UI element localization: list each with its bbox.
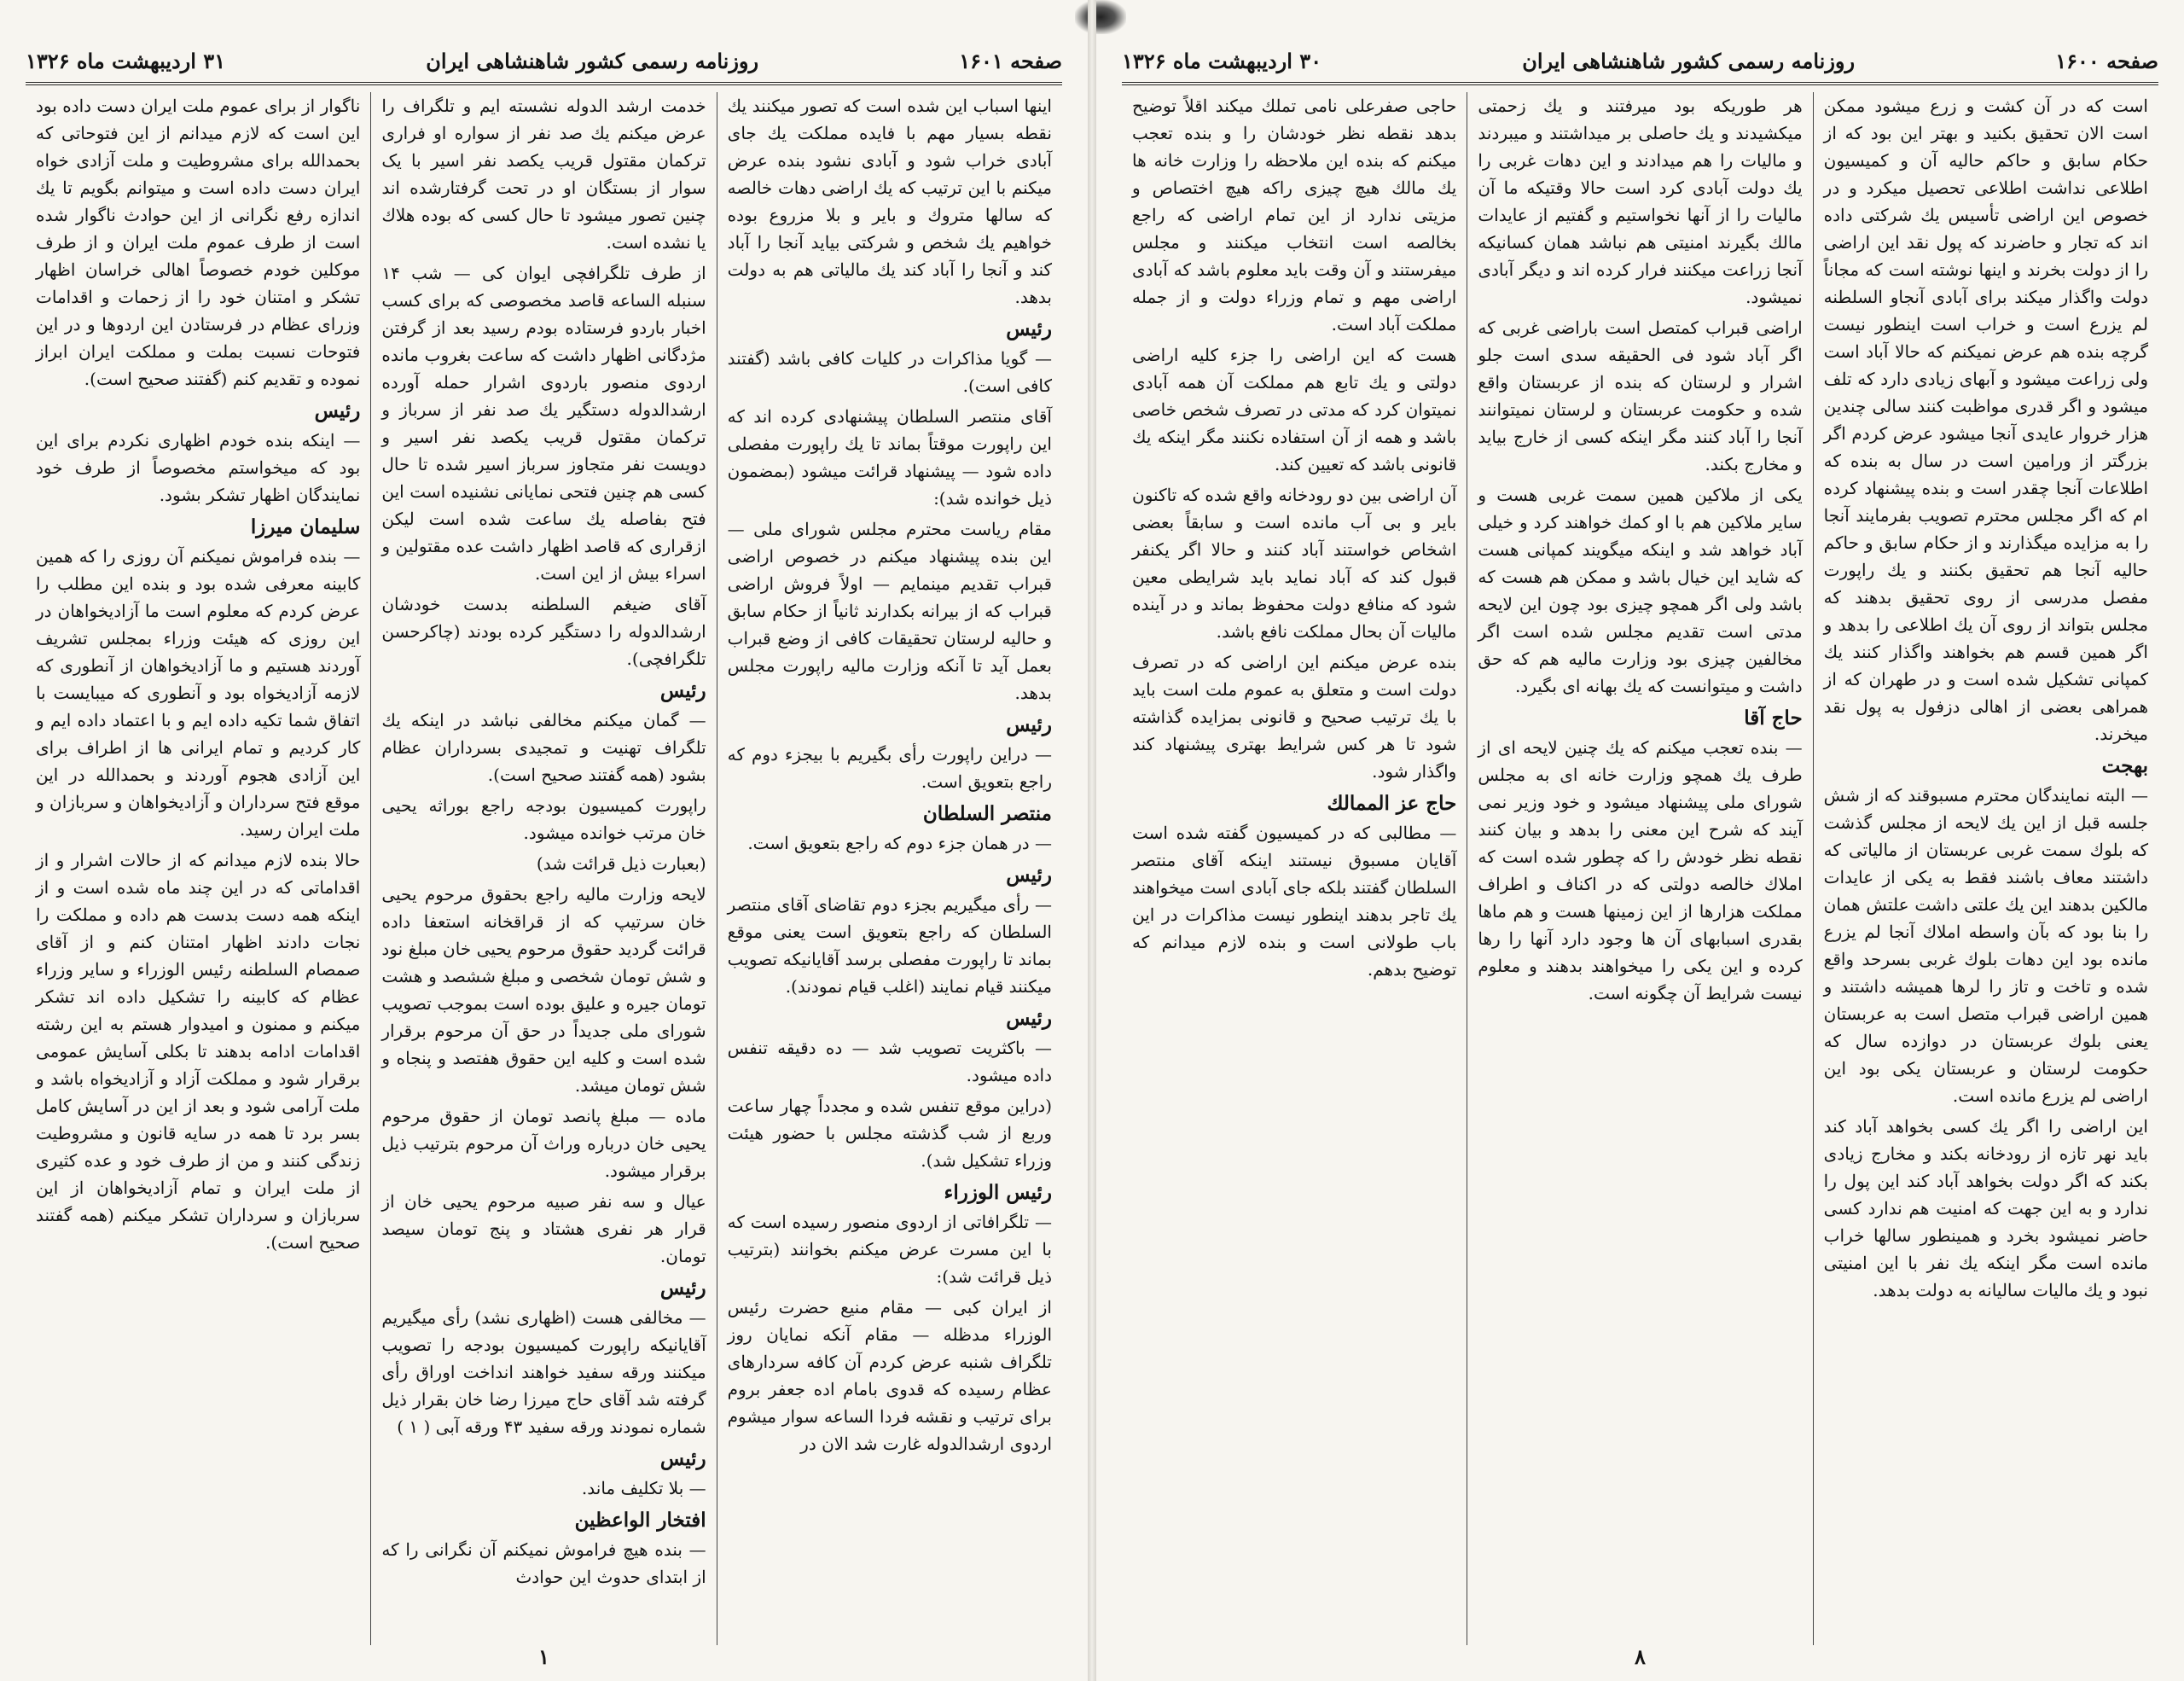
right-page bbox=[1096, 0, 2184, 1681]
speaker-name: رئیس bbox=[659, 1277, 706, 1300]
speaker-name: افتخار الواعظین bbox=[574, 1509, 706, 1532]
paragraph: — بنده فراموش نمیکنم آن روزی را که همین کابینه معرفی شده بود و بنده این مطلب را عرض کردم که معلوم است ما آزادیخواهان در این روزی که هیئت وزراء بمجلس تشریف آوردند هستیم و ما آزادیخواهان از آنطوری که لازمه آزادیخواه بود و آنطوری که میبایست با اتفاق شما تکیه داده ایم و با اعتماد داده ایم و کار کردیم و تمام ایرانی ها از اطراف برای این آزادی هجوم آوردند و بحمدالله در این موقع فتح سرداران و آزادیخواهان و سربازان و ملت ایران رسید. bbox=[36, 546, 361, 840]
right-page-header bbox=[1122, 39, 2158, 85]
right-page-title: روزنامه رسمی کشور شاهنشاهی ایران bbox=[1522, 48, 1856, 73]
speaker-name: بهجت bbox=[2101, 754, 2148, 777]
paragraph: اراضی قبراب کمتصل است باراضی غربی که اگر آباد شود فی الحقیقه سدی است جلو اشرار و لرستان که بنده از عربستان واقع شده و حکومت عربستان و لرستان نمیتوانند آنجا را آباد کنند مگر اینکه کسی از خارج بیاید و مخارج بکند. bbox=[1478, 317, 1803, 474]
paragraph: خدمت ارشد الدوله نشسته ایم و تلگراف را عرض میکنم یك صد نفر از سواره او فراری ترکمان مقتول قریب یکصد نفر اسیر با یک سوار از بستگان او در تحت گرفتارشده اند چنین تصور میشود تا حال کسی که بوده هلاك یا نشده است. bbox=[381, 96, 706, 253]
left-column-3 bbox=[26, 92, 370, 1645]
paragraph: — گمان میکنم مخالفی نباشد در اینکه یك تلگراف تهنیت و تمجیدی بسرداران عظام بشود (همه گفتند صحیح است). bbox=[381, 710, 706, 785]
paragraph: — البته نمایندگان محترم مسبوقند که از شش جلسه قبل از این یك لایحه از مجلس گذشت که بلوك سمت غربی عربستان از مالیاتی که داشتند معاف باشند فقط به یکی از عایدات مالکین بدهند این یك علتی داشت علتش همان را بنا بود که بآن واسطه املاك آنجا لم یزرع مانده بود این دهات بلوك غربی بسرحد واقع شده و تاخت و تاز را لرها همیشه داشتند و همین اراضی قبراب متصل است به عربستان یعنی بلوك عربستان در دوازده سال که حکومت لرستان و عربستان یکی بود این اراضی لم یزرع مانده است. bbox=[1823, 785, 2148, 1106]
paragraph: (دراین موقع تنفس شده و مجدداً چهار ساعت وربع از شب گذشته مجلس با حضور هیئت وزراء تشکیل شد). bbox=[727, 1096, 1052, 1171]
paragraph: آقای ضیغم السلطنه بدست خودشان ارشدالدوله را دستگیر کرده بودند (چاکرحسن تلگرافچی). bbox=[381, 594, 706, 669]
paragraph: ناگوار از برای عموم ملت ایران دست داده بود این است که لازم میدانم از این فتوحاتی که بحمدالله برای مشروطیت و ملت آزادی خواه ایران دست داده است و میتوانم بگویم تا یك اندازه رفع نگرانی از این حوادث ناگوار شده است از طرف عموم ملت ایران و از طرف موکلین خودم خصوصاً اهالی خراسان اظهار تشکر و امتنان خود را از زحمات و اقدامات وزرای عظام در فرستادن این اردوها و در این فتوحات نسبت بملت و مملکت ایران ابراز نموده و تقدیم کنم (گفتند صحیح است). bbox=[36, 96, 361, 389]
paragraph: (بعبارت ذیل قرائت شد) bbox=[536, 853, 706, 874]
paragraph: از طرف تلگرافچی ایوان کی — شب ۱۴ سنبله الساعه قاصد مخصوصی که برای کسب اخبار باردو فرستاده بودم رسید بعد از گرفتن مژدگانی اظهار داشت که ساعت بغروب مانده اردوی منصور باردوی اشرار حمله آورده ارشدالدوله دستگیر یك صد نفر از سرباز و ترکمان مقتول قریب یکصد نفر اسیر و دویست نفر متجاوز سرباز اسیر شده تا حال کسی هم چنین فتحی نمایانی نشنیده است این فتح بفاصله یك ساعت شده است لیکن ازقراری که قاصد اظهار داشت عده مقتولین و اسراء بیش از این است. bbox=[381, 263, 706, 584]
paragraph: اینها اسباب این شده است که تصور میکنند یك نقطه بسیار مهم با فایده مملکت یك جای آبادی خراب شود و آبادی نشود بنده عرض میکنم با این ترتیب که یك اراضی دهات خالصه که سالها متروك و بایر و بلا مزروع بوده خواهیم یك شخص و شرکتی بیاید آنجا را آباد کند و آنجا را آباد کند یك مالیاتی هم به دولت بدهد. bbox=[727, 96, 1052, 307]
paragraph: — رأی میگیریم بجزء دوم تقاضای آقای منتصر السلطان که راجع بتعویق است یعنی موقع بماند تا راپورت مفصلی برسد آقایانیکه تصویب میکنند قیام نمایند (اغلب قیام نمودند). bbox=[727, 894, 1052, 997]
paragraph: — مخالفی هست (اظهاری نشد) رأی میگیریم آقایانیکه راپورت کمیسیون بودجه را تصویب میکنند ورقه سفید خواهند انداخت اوراق رأی گرفته شد آقای حاج میرزا رضا خان بقرار ذیل شماره نمودند ورقه سفید ۴۳ ورقه آبی ( ۱ ) bbox=[381, 1307, 706, 1437]
paragraph: از ایران کبی — مقام منیع حضرت رئیس الوزراء مدظله — مقام آنکه نمایان روز تلگراف شنبه عرض کردم آن کافه سردارهای عظام رسیده که قدوی بامام اده جعفر بروم برای ترتیب و نقشه فردا الساعه سوار میشوم اردوی ارشدالدوله غارت شد الان در bbox=[727, 1297, 1052, 1454]
paragraph: — در همان جزء دوم که راجع بتعویق است. bbox=[747, 833, 1052, 853]
speaker-name: رئیس bbox=[1006, 1007, 1052, 1030]
left-page bbox=[0, 0, 1088, 1681]
left-column-2 bbox=[370, 92, 716, 1645]
paragraph: است که در آن کشت و زرع میشود ممکن است الان تحقیق بکنید و بهتر این بود که از حکام سابق و حاکم حالیه آن و کمیسیون اطلاعی نداشت اطلاعی تحصیل میکرد و در خصوص این اراضی تأسیس یك شرکتی داده اند که تجار و حاضرند که پول نقد این اراضی را از دولت بخرند و اینها نوشته است که مجاناً دولت واگذار میکند برای آبادی آنجاو السلطنه لم یزرع است و خراب است اینطور نیست گرچه بنده هم عرض نمیکنم که حالا آباد است ولی زراعت میشود و آبهای زیادی دارد که تلف میشود و اگر قدری مواظبت کنند سالی چندین هزار خروار عایدی آنجا میشود عرض کردم اگر بزرگتر از ورامین است در سال به بنده که اطلاعات آنجا چقدر است و بنده پیشنهاد کرده ام که اگر مجلس محترم تصویب بفرمایند آنجا را به مزایده میگذارند و از حکام سابق و حاکم حالیه آنجا هم تحقیق بکنند و یك راپورت مفصل مدرسی از روی تحقیق بدهند که مجلس بتواند از روی آن یك اطلاعی را بدهد و اگر همین قسم هم بخواهند واگذار کنند یك کمپانی تشکیل شده است و در طهران که از همراهی بعضی از اهالی دزفول به پول نقد میخرند. bbox=[1823, 96, 2148, 744]
left-page-title: روزنامه رسمی کشور شاهنشاهی ایران bbox=[426, 48, 759, 73]
speaker-name: رئیس bbox=[1006, 713, 1052, 736]
paragraph: حالا بنده لازم میدانم که از حالات اشرار و از اقداماتی که در این چند ماه شده است و از اینکه همه دست بدست هم داده و مملکت را نجات دادند اظهار امتنان کنم و از آقای صمصام السلطنه رئیس الوزراء و سایر وزراء عظام که کابینه را تشکیل داده اند تشکر میکنم و ممنون و امیدوار هستم به این رشته اقدامات ادامه بدهند تا بکلی آسایش عمومی برقرار شود و مملکت آزاد و آزادیخواه باشد و ملت آرامی شود و بعد از این در آسایش کامل بسر برد تا همه در سایه قانون و مشروطیت زندگی کنند و من از طرف خود و عده کثیری از ملت ایران و تمام آزادیخواهان از این سربازان و سرداران تشکر میکنم (همه گفتند صحیح است). bbox=[36, 850, 361, 1253]
speaker-name: رئیس الوزراء bbox=[944, 1181, 1052, 1204]
paragraph: حاجی صفرعلی نامی تملك میکند اقلاً توضیح بدهد نقطه نظر خودشان را و بنده تعجب میکنم که بنده این ملاحظه را وزارت خانه ها یك مالك هیچ چیزی راکه هیچ اختصاص و مزیتی ندارد از این تمام اراضی که راجع بخالصه است انتخاب میکنند و مجلس میفرستند و آن وقت باید معلوم باشد که آبادی اراضی مهم و تمام وزراء دولت و از جمله مملکت آباد است. bbox=[1132, 96, 1457, 334]
paragraph: هست که این اراضی را جزء کلیه اراضی دولتی و یك تابع هم مملکت آن همه آبادی نمیتوان کرد که مدتی در تصرف شخص خاصی باشد و همه از آن استفاده نکنند مگر اینکه یك قانونی باشد که تعیین کند. bbox=[1132, 345, 1457, 474]
paragraph: — اینکه بنده خودم اظهاری نکردم برای این بود که میخواستم مخصوصاً از طرف خود نمایندگان اظهار تشکر بشود. bbox=[36, 430, 361, 505]
paragraph: — بنده هیچ فراموش نمیکنم آن نگرانی را که از ابتدای حدوث این حوادث bbox=[381, 1539, 706, 1587]
left-page-footer-number: ۱ bbox=[538, 1644, 549, 1669]
left-page-date: ۳۱ اردیبهشت ماه ۱۳۲۶ bbox=[26, 48, 226, 73]
paragraph: هر طوریکه بود میرفتند و یك زحمتی میکشیدند و یك حاصلی بر میداشتند و میبردند و مالیات را هم میدادند و این دهات غربی را یك دولت آبادی کرد است حالا وقتیکه ما آن مالیات را از آنها نخواستیم و گفتیم از عایدات مالك بگیرند امنیتی هم نباشد همان کسانیکه آنجا زراعت میکنند فرار کرده اند و دیگر آبادی نمیشود. bbox=[1478, 96, 1803, 307]
right-page-columns bbox=[1122, 92, 2158, 1645]
paragraph: بنده عرض میکنم این اراضی که در تصرف دولت است و متعلق به عموم ملت است باید با یك ترتیب صحیح و قانونی بمزایده گذاشته شود تا هر کس شرایط بهتری پیشنهاد کند واگذار شود. bbox=[1132, 652, 1457, 782]
paragraph: آقای منتصر السلطان پیشنهادی کرده اند که این راپورت موقتاً بماند تا یك راپورت مفصلی داده شود — پیشنهاد قرائت میشود (بمضمون ذیل خوانده شد): bbox=[727, 406, 1052, 509]
paragraph: — دراین راپورت رأی بگیریم با بیجزء دوم که راجع بتعویق است. bbox=[727, 744, 1052, 792]
paragraph: — مطالبی که در کمیسیون گفته شده است آقایان مسبوق نیستند اینکه آقای منتصر السلطان گفتند بلکه جای آبادی است میخواهند یك تاجر بدهند اینطور نیست مذاکرات در این باب طولانی است و بنده لازم میدانم که توضیح بدهم. bbox=[1132, 823, 1457, 980]
right-page-date: ۳۰ اردیبهشت ماه ۱۳۲۶ bbox=[1122, 48, 1322, 73]
paragraph: — باکثریت تصویب شد — ده دقیقه تنفس داده میشود. bbox=[727, 1038, 1052, 1085]
page-gutter bbox=[1088, 0, 1096, 1681]
speaker-name: سلیمان میرزا bbox=[250, 515, 361, 538]
right-column-2 bbox=[1467, 92, 1812, 1645]
speaker-name: حاج عز الممالك bbox=[1327, 792, 1457, 815]
speaker-name: رئیس bbox=[1006, 317, 1052, 340]
paragraph: لایحه وزارت مالیه راجع بحقوق مرحوم یحیی خان سرتیپ که از قراقخانه استعفا داده قرائت گردید حقوق مرحوم یحیی خان مبلغ نود و شش تومان شخصی و مبلغ ششصد و هشت تومان جیره و علیق بوده است بموجب تصویب شورای ملی جدیداً در حق آن مرحوم برقرار شده است و کلیه این حقوق هفتصد و پنجاه و شش تومان میشد. bbox=[381, 884, 706, 1096]
speaker-name: منتصر السلطان bbox=[922, 802, 1052, 825]
left-column-1 bbox=[717, 92, 1062, 1645]
paragraph: ماده — مبلغ پانصد تومان از حقوق مرحوم یحیی خان درباره وراث آن مرحوم بترتیب ذیل برقرار میشود. bbox=[381, 1106, 706, 1181]
left-page-number: صفحه ۱۶۰۱ bbox=[959, 48, 1062, 73]
left-page-columns bbox=[26, 92, 1062, 1645]
paragraph: راپورت کمیسیون بودجه راجع بوراثه یحیی خان مرتب خوانده میشود. bbox=[381, 795, 706, 843]
paragraph: آن اراضی بین دو رودخانه واقع شده که تاکنون بایر و بی آب مانده است و سابقاً بعضی اشخاص خواستند آباد کنند و حالا اگر یکنفر قبول کند که آباد نماید باید شرایطی معین شود که منافع دولت محفوظ بماند و در آینده مالیات آن بحال مملکت نافع باشد. bbox=[1132, 485, 1457, 642]
left-page-header bbox=[26, 39, 1062, 85]
speaker-name: رئیس bbox=[314, 399, 361, 422]
paragraph: — بلا تکلیف ماند. bbox=[581, 1478, 706, 1498]
paragraph: عیال و سه نفر صبیه مرحوم یحیی خان از قرار هر نفری هشتاد و پنج تومان سیصد تومان. bbox=[381, 1191, 706, 1266]
paragraph: — گویا مذاکرات در کلیات کافی باشد (گفتند کافی است). bbox=[727, 348, 1052, 396]
right-column-3 bbox=[1122, 92, 1467, 1645]
paragraph: این اراضی را اگر یك کسی بخواهد آباد کند باید نهر تازه از رودخانه بکند و مخارج زیادی بکند که اگر دولت بخواهد آباد کند این پول را ندارد و به این جهت که امنیت هم ندارد کسی حاضر نمیشود بخرد و همینطور سالها خراب مانده است مگر اینکه یك نفر با این امنیتی نبود و یك مالیات سالیانه به دولت بدهد. bbox=[1823, 1116, 2148, 1300]
right-page-number: صفحه ۱۶۰۰ bbox=[2055, 48, 2158, 73]
paragraph: — بنده تعجب میکنم که یك چنین لایحه ای از طرف یك همچو وزارت خانه ای به مجلس شورای ملی پیشنهاد میشود و خود وزیر نمی آیند که شرح این معنی را بدهد و بیان کنند نقطه نظر خودش را که چطور شده است که املاك خالصه دولتی که در اکناف و اطراف مملکت هزارها از این زمینها هست و هم ماها بقدری اسبابهای آن ها وجود دارد آنها را رها کرده و این یکی را میخواهند بدهند و معلوم نیست شرایط آن چگونه است. bbox=[1478, 737, 1803, 1003]
right-column-1 bbox=[1813, 92, 2158, 1645]
right-page-footer-number: ۸ bbox=[1635, 1644, 1646, 1669]
paragraph: مقام ریاست محترم مجلس شورای ملی — این بنده پیشنهاد میکنم در خصوص اراضی قبراب تقدیم مینمایم — اولاً فروش اراضی قبراب که از بیرانه بکدارند ثانیاً از حکام سابق و حالیه لرستان تحقیقات کافی از وضع قبراب بعمل آید تا آنکه وزارت مالیه راپورت مجلس بدهد. bbox=[727, 519, 1052, 703]
speaker-name: رئیس bbox=[659, 679, 706, 702]
speaker-name: حاج آقا bbox=[1744, 707, 1803, 730]
speaker-name: رئیس bbox=[1006, 864, 1052, 887]
speaker-name: رئیس bbox=[659, 1447, 706, 1470]
paragraph: یکی از ملاکین همین سمت غربی هست و سایر ملاکین هم با او کمك خواهند کرد و خیلی آباد خواهد شد و اینکه میگویند کمپانی هست که شاید این خیال باشد و ممکن هم هست که باشد ولی اگر همچو چیزی بود چون این لایحه مدتی است تقدیم مجلس شده است اگر مخالفین چیزی بود وزارت مالیه هم که حق داشت و میتوانست که یك بهانه ای بگیرد. bbox=[1478, 485, 1803, 696]
paragraph: — تلگرافاتی از اردوی منصور رسیده است که با این مسرت عرض میکنم بخوانند (بترتیب ذیل قرائت شد): bbox=[727, 1212, 1052, 1287]
